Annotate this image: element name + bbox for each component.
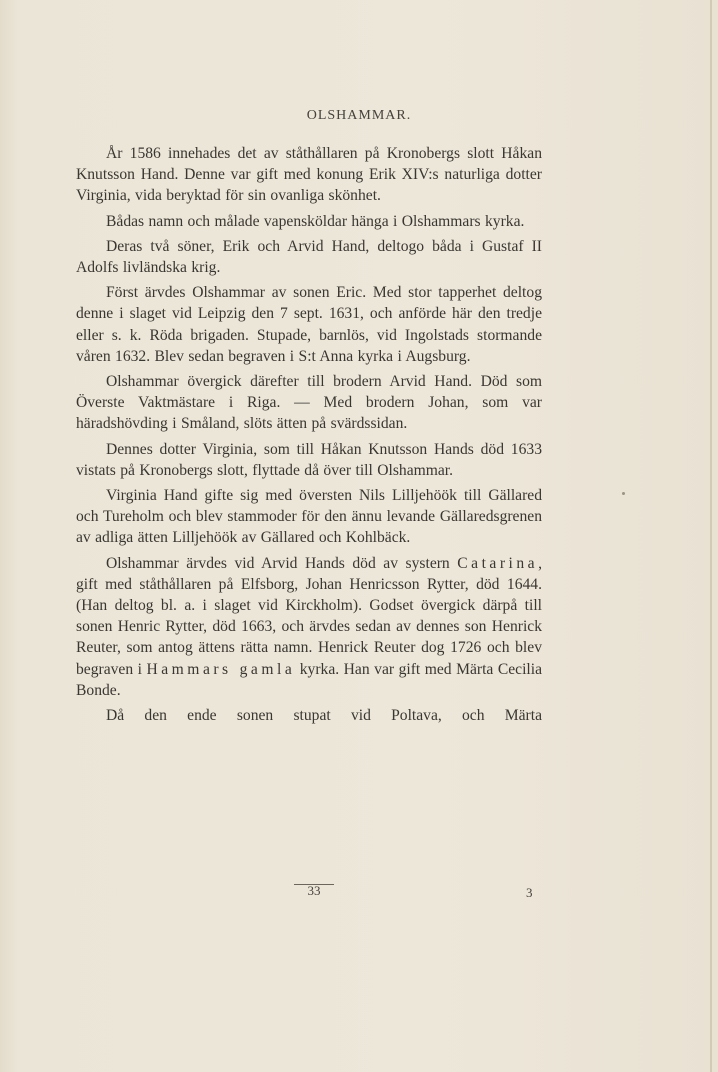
paragraph-8-part-1: Olshammar ärvdes vid Arvid Hands död av systern xyxy=(106,554,458,572)
spaced-church-name: Hammars gamla xyxy=(146,660,296,678)
running-head: OLSHAMMAR. xyxy=(306,108,412,123)
paragraph-7: Virginia Hand gifte sig med översten Nils Lilljehöök till Gällared och Tureholm och blev stammoder för den ännu levande Gällaredsgrenen av adliga ätten Lilljehöök av Gällared och Kohlbäck. xyxy=(76,487,542,547)
paragraph-5: Olshammar övergick därefter till brodern Arvid Hand. Död som Överste Vaktmästare i Riga. — Med brodern Johan, som var häradshövding i Småland, slöts ätten på svärdssidan. xyxy=(76,373,542,433)
paragraph-8-part-3: kyrka. Han var gift med Märta Cecilia Bonde. xyxy=(76,660,542,699)
paragraph-6: Dennes dotter Virginia, som till Håkan Knutsson Hands död 1633 vistats på Kronobergs slott, flyttade då över till Olshammar. xyxy=(76,440,542,479)
page-edge xyxy=(710,0,712,1072)
paper-speck xyxy=(622,492,625,495)
spaced-name-catarina: Catarina xyxy=(457,554,539,572)
paragraph-9: Då den ende sonen stupat vid Poltava, och Märta xyxy=(106,707,542,725)
paragraph-1: År 1586 innehades det av ståthållaren på Kronobergs slott Håkan Knutsson Hand. Denne var gift med konung Erik XIV:s naturliga dotter Virginia, vida beryktad för sin ovanliga skönhet. xyxy=(76,145,542,205)
paragraph-8-part-2: , gift med ståthållaren på Elfsborg, Johan Henricsson Rytter, död 1644. (Han deltog bl. a. i slaget vid Kirckholm). Godset övergick därpå till sonen Henric Rytter, död 1663, och ärvdes sedan av dennes son Henrick Reuter, som antog ättens rätta namn. Henrick Reuter dog 1726 och blev begraven i xyxy=(76,554,542,678)
body-text xyxy=(76,143,542,730)
signature-mark: 3 xyxy=(526,885,533,900)
paragraph-2: Bådas namn och målade vapensköldar hänga i Olshammars kyrka. xyxy=(106,212,525,230)
paragraph-4: Först ärvdes Olshammar av sonen Eric. Med stor tapperhet deltog denne i slaget vid Leipzig den 7 sept. 1631, och anförde här den tredje eller s. k. Röda brigaden. Stupade, barnlös, vid Ingolstads stormande våren 1632. Blev sedan begraven i S:t Anna kyrka i Augsburg. xyxy=(76,284,542,365)
page-number: 33 xyxy=(307,883,321,898)
paragraph-3: Deras två söner, Erik och Arvid Hand, deltogo båda i Gustaf II Adolfs livländska krig. xyxy=(76,237,542,277)
paragraph-8 xyxy=(76,553,542,701)
